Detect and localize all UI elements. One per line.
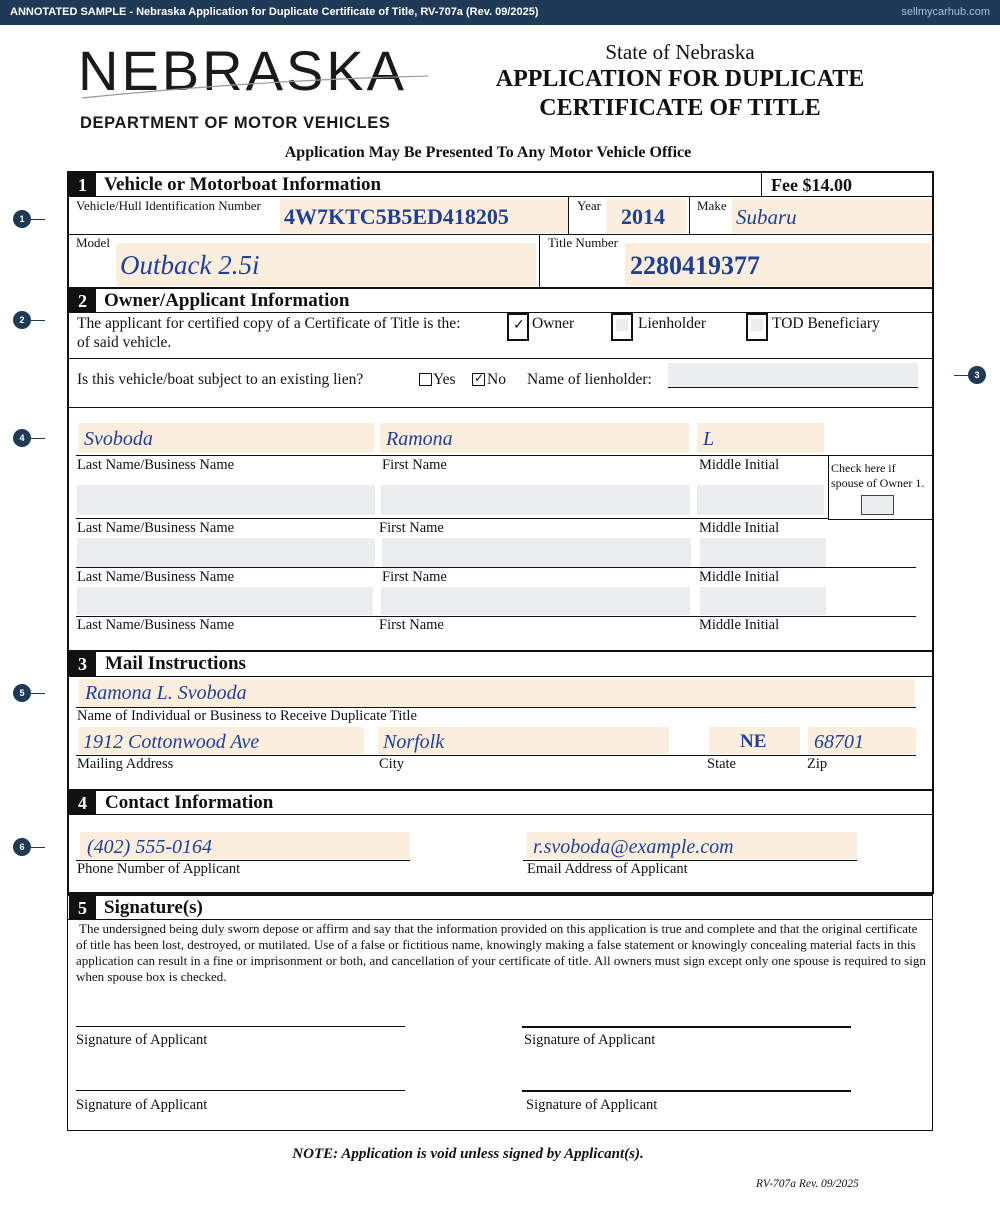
zip-value: 68701 [814, 731, 864, 753]
lien-question: Is this vehicle/boat subject to an existing lien? [77, 371, 364, 388]
underline [76, 455, 933, 456]
address-label: Mailing Address [77, 756, 174, 772]
divider [568, 196, 569, 234]
banner-title: ANNOTATED SAMPLE - Nebraska Application for Duplicate Certificate of Title, RV-707a (Rev. 09/2025) [10, 6, 539, 18]
presented-note: Application May Be Presented To Any Motor Vehicle Office [284, 144, 692, 161]
state-heading: State of Nebraska [605, 40, 755, 64]
divider [68, 676, 933, 677]
year-value: 2014 [621, 204, 665, 229]
owner3-last-field[interactable] [77, 538, 375, 568]
signature-label: Signature of Applicant [76, 1032, 208, 1048]
applicant-question-cont: of said vehicle. [77, 334, 172, 351]
lien-yes-checkbox[interactable] [419, 373, 432, 386]
fee-label: Fee $14.00 [771, 175, 852, 195]
lienholder-option-label: Lienholder [638, 315, 707, 332]
owner-checkbox[interactable]: ✓ [507, 313, 529, 341]
title-number-label: Title Number [548, 235, 618, 250]
divider [68, 234, 933, 235]
owner2-mi-field[interactable] [697, 485, 824, 515]
section-number-1: 1 [69, 173, 96, 197]
owner2-first-field[interactable] [381, 485, 690, 515]
spouse-checkbox[interactable] [861, 495, 894, 515]
section-number-3: 3 [69, 652, 96, 676]
vin-value: 4W7KTC5B5ED418205 [284, 204, 509, 229]
applicant-question: The applicant for certified copy of a Certificate of Title is the: [77, 315, 461, 332]
callout-2: 2 [13, 311, 31, 329]
divider [68, 358, 933, 359]
callout-leader [31, 693, 45, 694]
last-name-label: Last Name/Business Name [77, 617, 235, 633]
divider [68, 814, 933, 815]
svg-text:NEBRASKA: NEBRASKA [78, 40, 407, 102]
section-title-owner: Owner/Applicant Information [104, 290, 350, 311]
void-note: NOTE: Application is void unless signed by Applicant(s). [292, 1146, 644, 1162]
email-label: Email Address of Applicant [527, 861, 688, 877]
tod-checkbox[interactable] [746, 313, 768, 341]
lien-yes-label: Yes [433, 371, 456, 388]
lien-no-label: No [487, 371, 506, 388]
section-number-5: 5 [69, 896, 96, 920]
zip-label: Zip [807, 756, 828, 772]
owner3-first-field[interactable] [382, 538, 691, 568]
divider [68, 312, 933, 313]
first-name-label: First Name [382, 569, 447, 585]
form-title-line2: CERTIFICATE OF TITLE [539, 95, 821, 121]
lienholder-name-field[interactable] [668, 363, 918, 387]
owner-option-label: Owner [532, 315, 575, 332]
recipient-name-label: Name of Individual or Business to Receive Duplicate Title [77, 708, 417, 724]
underline [76, 567, 916, 568]
middle-initial-label: Middle Initial [699, 617, 780, 633]
last-name-label: Last Name/Business Name [77, 457, 235, 473]
section-number-2: 2 [69, 289, 96, 313]
owner4-mi-field[interactable] [700, 587, 826, 615]
middle-initial-label: Middle Initial [699, 457, 780, 473]
owner3-mi-field[interactable] [700, 538, 826, 568]
section-number-4: 4 [69, 791, 96, 815]
divider [689, 196, 690, 234]
last-name-label: Last Name/Business Name [77, 520, 235, 536]
model-value: Outback 2.5i [120, 250, 260, 280]
underline [76, 755, 916, 756]
divider [67, 894, 933, 896]
owner4-last-field[interactable] [77, 587, 373, 615]
divider [67, 919, 933, 920]
signature-label: Signature of Applicant [526, 1097, 658, 1113]
first-name-label: First Name [379, 520, 444, 536]
callout-4: 4 [13, 429, 31, 447]
first-name-label: First Name [379, 617, 444, 633]
section-title-signatures: Signature(s) [104, 897, 203, 918]
callout-5: 5 [13, 684, 31, 702]
middle-initial-label: Middle Initial [699, 520, 780, 536]
form-title-line1: APPLICATION FOR DUPLICATE [495, 66, 865, 92]
model-label: Model [76, 235, 110, 250]
annotation-banner [0, 0, 1000, 25]
recipient-name-value: Ramona L. Svoboda [85, 682, 247, 704]
spouse-label-1: Check here if [831, 461, 896, 475]
state-label: State [707, 756, 736, 772]
owner1-first-value: Ramona [386, 428, 453, 450]
underline [76, 518, 828, 519]
make-label: Make [697, 198, 727, 213]
callout-leader [954, 375, 968, 376]
callout-leader [31, 438, 45, 439]
owner1-mi-field[interactable] [697, 423, 824, 453]
lienholder-name-label: Name of lienholder: [527, 371, 652, 388]
callout-6: 6 [13, 838, 31, 856]
divider [68, 287, 933, 289]
fee-divider [761, 172, 762, 196]
divider [539, 234, 540, 287]
signature-label: Signature of Applicant [76, 1097, 208, 1113]
signature-label: Signature of Applicant [524, 1032, 656, 1048]
spouse-label-2: spouse of Owner 1. [831, 476, 925, 490]
owner2-last-field[interactable] [77, 485, 375, 515]
lien-no-checkbox[interactable]: ✓ [474, 371, 485, 385]
year-label: Year [577, 198, 601, 213]
divider [68, 650, 933, 652]
owner4-first-field[interactable] [381, 587, 690, 615]
address-value: 1912 Cottonwood Ave [83, 731, 260, 753]
first-name-label: First Name [382, 457, 447, 473]
owner1-last-value: Svoboda [84, 428, 153, 450]
last-name-label: Last Name/Business Name [77, 569, 235, 585]
affirmation-paragraph: The undersigned being duly sworn depose or affirm and say that the information provided on this application is true and complete and that the original certificate of title has been lost, destroyed, or mutilated. Use of a false or fictitious name, knowingly making a false statement or knowingly concealing material facts in this application can result in a fine or imprisonment or both, and cancellation of your certificate of title. All owners must sign except only one spouse is required to sign when spouse box is checked. [76, 921, 926, 984]
nebraska-logo [78, 40, 428, 110]
section-title-contact: Contact Information [105, 792, 274, 813]
signature-line-1[interactable] [76, 1026, 405, 1027]
section-title-mail: Mail Instructions [105, 653, 246, 674]
divider [68, 196, 933, 197]
state-value: NE [740, 731, 767, 752]
banner-site: sellmycarhub.com [901, 6, 990, 18]
section-title-vehicle: Vehicle or Motorboat Information [104, 174, 382, 195]
vin-label: Vehicle/Hull Identification Number [76, 198, 261, 213]
city-label: City [379, 756, 404, 772]
signature-line-2[interactable] [522, 1026, 851, 1028]
city-value: Norfolk [383, 731, 445, 753]
callout-leader [31, 847, 45, 848]
callout-1: 1 [13, 210, 31, 228]
make-value: Subaru [736, 205, 797, 229]
underline [668, 387, 918, 388]
phone-label: Phone Number of Applicant [77, 861, 241, 877]
divider [68, 789, 933, 791]
callout-3: 3 [968, 366, 986, 384]
callout-leader [31, 320, 45, 321]
signature-line-3[interactable] [76, 1090, 405, 1091]
middle-initial-label: Middle Initial [699, 569, 780, 585]
form-number: RV-707a Rev. 09/2025 [756, 1178, 859, 1190]
owner1-mi-value: L [703, 428, 715, 450]
lienholder-checkbox[interactable] [611, 313, 633, 341]
dmv-name: DEPARTMENT OF MOTOR VEHICLES [80, 114, 391, 132]
callout-leader [31, 219, 45, 220]
title-number-value: 2280419377 [630, 251, 760, 280]
tod-option-label: TOD Beneficiary [772, 315, 880, 332]
divider [68, 407, 933, 408]
email-value: r.svoboda@example.com [533, 836, 734, 858]
signature-line-4[interactable] [522, 1090, 851, 1092]
phone-value: (402) 555-0164 [87, 836, 212, 858]
